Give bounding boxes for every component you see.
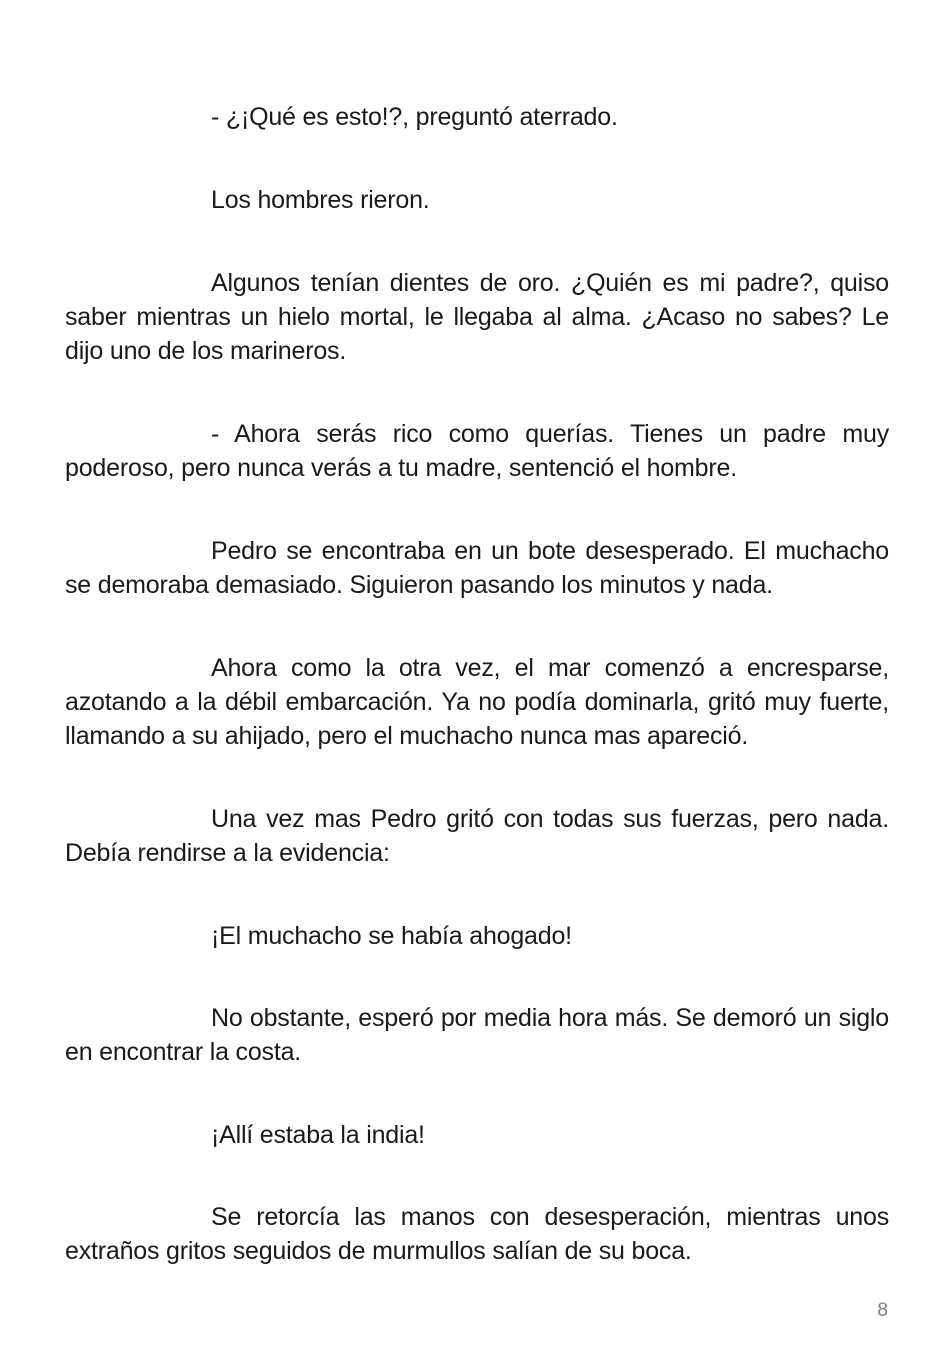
paragraph: - Ahora serás rico como querías. Tienes un padre muy poderoso, pero nunca verás a tu madre, sentenció el hombre. bbox=[65, 420, 889, 482]
body-text bbox=[65, 100, 889, 1317]
paragraph: - ¿¡Qué es esto!?, preguntó aterrado. bbox=[211, 103, 618, 131]
paragraph: Una vez mas Pedro gritó con todas sus fuerzas, pero nada. Debía rendirse a la evidencia: bbox=[65, 805, 889, 867]
paragraph: Se retorcía las manos con desesperación, mientras unos extraños gritos seguidos de murmullos salían de su boca. bbox=[65, 1203, 889, 1265]
paragraph: No obstante, esperó por media hora más. Se demoró un siglo en encontrar la costa. bbox=[65, 1004, 889, 1066]
paragraph: Algunos tenían dientes de oro. ¿Quién es mi padre?, quiso saber mientras un hielo mortal, le llegaba al alma. ¿Acaso no sabes? Le dijo uno de los marineros. bbox=[65, 269, 889, 365]
paragraph: ¡El muchacho se había ahogado! bbox=[211, 922, 572, 950]
page-number: 8 bbox=[877, 1300, 888, 1321]
paragraph: Pedro se encontraba en un bote desesperado. El muchacho se demoraba demasiado. Siguieron pasando los minutos y nada. bbox=[65, 537, 889, 599]
paragraph: Ahora como la otra vez, el mar comenzó a encresparse, azotando a la débil embarcación. Ya no podía dominarla, gritó muy fuerte, llamando a su ahijado, pero el muchacho nunca mas apareció. bbox=[65, 654, 889, 750]
paragraph: ¡Allí estaba la india! bbox=[211, 1121, 425, 1149]
paragraph: Los hombres rieron. bbox=[211, 186, 430, 214]
